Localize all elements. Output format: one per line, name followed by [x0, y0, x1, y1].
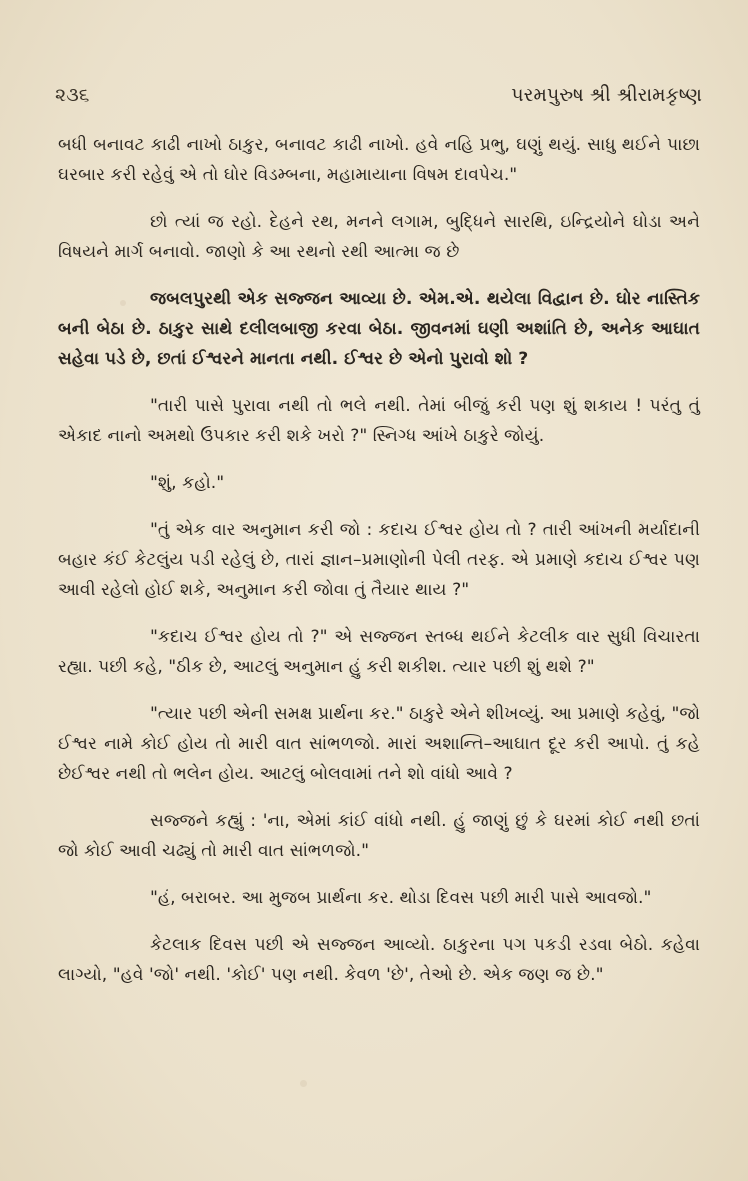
- paper-speck: [300, 1080, 307, 1087]
- paragraph: સજ્જને કહ્યું : 'ના, એમાં કાંઈ વાંધો નથી. હું જાણું છું કે ઘરમાં કોઈ નથી છતાં જો કોઈ આવી ચઢ્યું તો મારી વાત સાંભળજો.": [58, 811, 700, 861]
- paragraph: બધી બનાવટ કાઢી નાખો ઠાકુર, બનાવટ કાઢી નાખો. હવે નહિ પ્રભુ, ઘણું થયું. સાધુ થઈને પાછા ઘરબાર કરી રહેવું એ તો ઘોર વિડમ્બના, મહામાયાના વિષમ દાવપેચ.": [58, 135, 700, 185]
- body-text: [58, 130, 700, 1007]
- paragraph: "તારી પાસે પુરાવા નથી તો ભલે નથી. તેમાં બીજું કરી પણ શું શકાય ! પરંતુ તું એકાદ નાનો અમથો ઉપકાર કરી શકે ખરો ?" સ્નિગ્ધ આંખે ઠાકુરે જોયું.: [58, 396, 700, 446]
- paragraph: "તું એક વાર અનુમાન કરી જો : કદાચ ઈશ્વર હોય તો ? તારી આંખની મર્યાદાની બહાર કંઈ કેટલુંય પડી રહેલું છે, તારાં જ્ઞાન–પ્રમાણોની પેલી તરફ. એ પ્રમાણે કદાચ ઈશ્વર પણ આવી રહેલો હોઈ શકે, અનુમાન કરી જોવા તું તૈયાર થાય ?": [58, 520, 700, 600]
- paragraph: છો ત્યાં જ રહો. દેહને રથ, મનને લગામ, બુદ્ધિને સારથિ, ઇન્દ્રિયોને ઘોડા અને વિષયને માર્ગ બનાવો. જાણો કે આ રથનો રથી આત્મા જ છે: [58, 212, 700, 262]
- paragraph: જબલપુરથી એક સજ્જન આવ્યા છે. એમ.એ. થયેલા વિદ્વાન છે. ઘોર નાસ્તિક બની બેઠા છે. ઠાકુર સાથે દલીલબાજી કરવા બેઠા. જીવનમાં ઘણી અશાંતિ છે, અનેક આઘાત સહેવા પડે છે, છતાં ઈશ્વરને માનતા નથી. ઈશ્વર છે એનો પુરાવો શો ?: [58, 289, 700, 369]
- paragraph: "ત્યાર પછી એની સમક્ષ પ્રાર્થના કર." ઠાકુરે એને શીખવ્યું. આ પ્રમાણે કહેવું, "જો ઈશ્વર નામે કોઈ હોય તો મારી વાત સાંભળજો. મારાં અશાન્તિ–આઘાત દૂર કરી આપો. તું કહે છેઈશ્વર નથી તો ભલેન હોય. આટલું બોલવામાં તને શો વાંધો આવે ?: [58, 704, 700, 784]
- running-header: [55, 84, 702, 114]
- page-number: ૨૩૬: [55, 84, 90, 106]
- paragraph: "હં, બરાબર. આ મુજબ પ્રાર્થના કર. થોડા દિવસ પછી મારી પાસે આવજો.": [150, 888, 652, 908]
- paragraph: કેટલાક દિવસ પછી એ સજ્જન આવ્યો. ઠાકુરના પગ પકડી રડવા બેઠો. કહેવા લાગ્યો, "હવે 'જો' નથી. 'કોઈ' પણ નથી. કેવળ 'છે', તેઓ છે. એક જણ જ છે.": [58, 935, 700, 985]
- paragraph: "કદાચ ઈશ્વર હોય તો ?" એ સજ્જન સ્તબ્ધ થઈને કેટલીક વાર સુધી વિચારતા રહ્યા. પછી કહે, "ઠીક છે, આટલું અનુમાન હું કરી શકીશ. ત્યાર પછી શું થશે ?": [58, 627, 700, 677]
- book-title: પરમપુરુષ શ્રી શ્રીરામકૃષ્ણ: [511, 84, 702, 106]
- paragraph: "શું, કહો.": [150, 473, 225, 493]
